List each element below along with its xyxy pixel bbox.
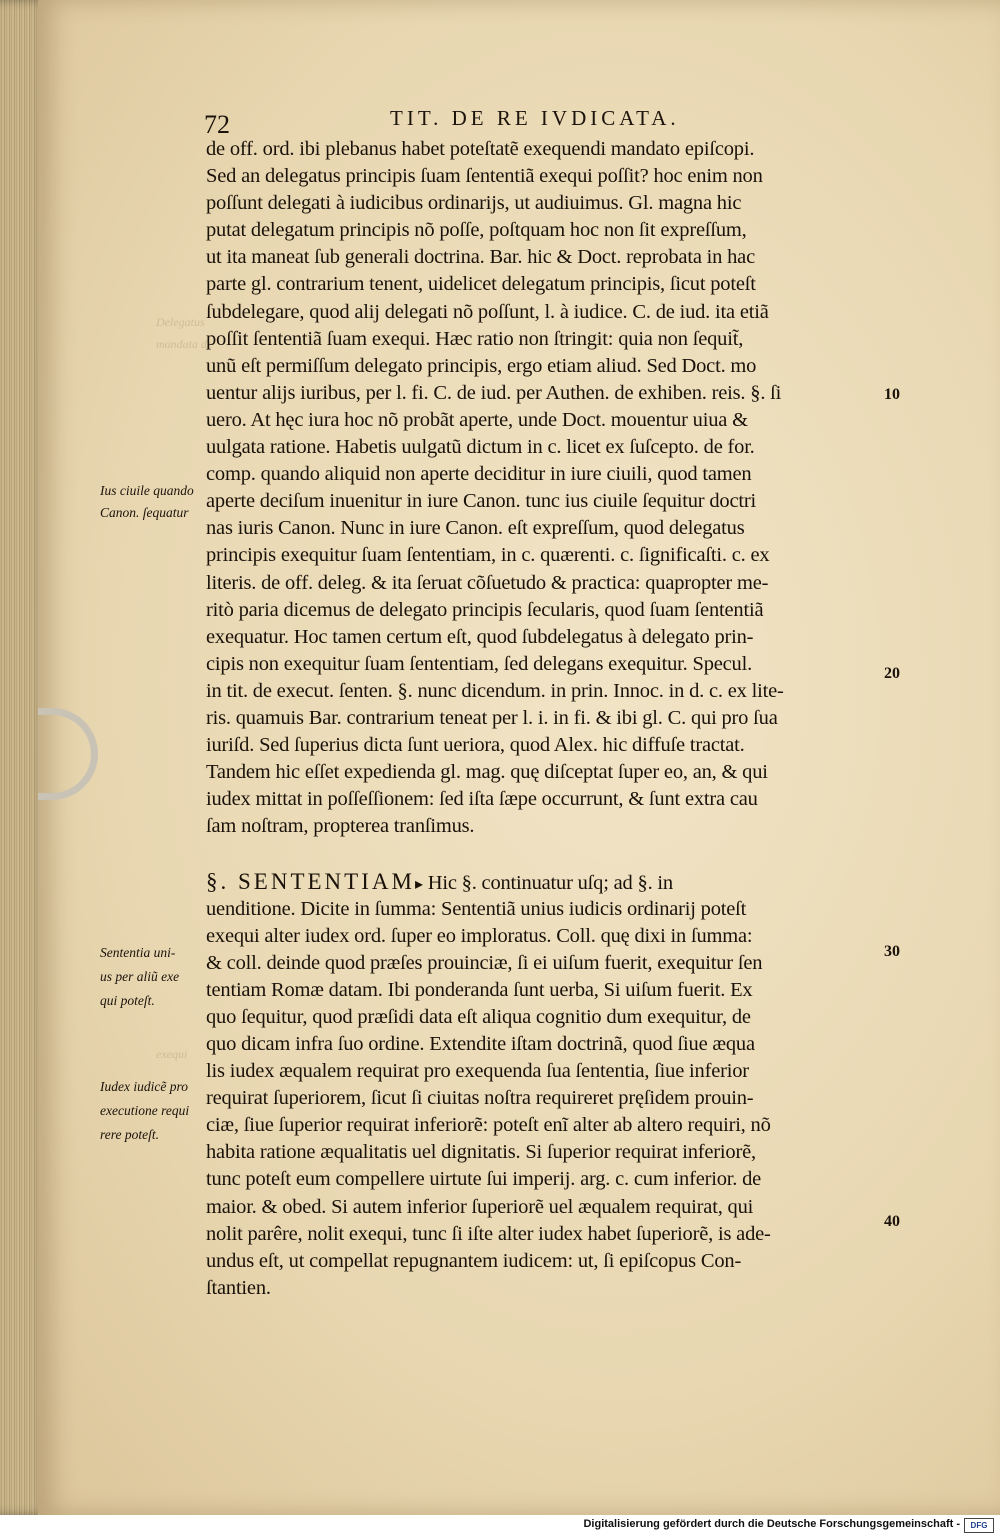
text-line: ris. quamuis Bar. contrarium teneat per l. i. in fi. & ibi gl. C. qui pro ſua xyxy=(206,706,778,729)
text-line: uenditione. Dicite in ſumma: Sententiã unius iudicis ordinarij poteſt xyxy=(206,897,747,920)
marginal-note: Ius ciuile quando xyxy=(100,483,194,498)
line-number: 40 xyxy=(884,1213,900,1230)
section-heading-line xyxy=(206,868,876,895)
text-line: principis exequitur ſuam ſententiam, in c. quærenti. c. ſignificaſti. c. ex xyxy=(206,544,770,567)
page-header xyxy=(204,106,904,140)
line-number: 30 xyxy=(884,943,900,960)
text-line: ſubdelegare, quod alij delegati nõ poſſunt, l. à iudice. C. de iud. ita etiã xyxy=(206,300,769,323)
marginal-note: us per aliũ exe xyxy=(100,969,180,984)
bleed-through-text: mandata de xyxy=(156,337,213,351)
text-line: tentiam Romæ datam. Ibi ponderanda ſunt uerba, Si uiſum fuerit. Ex xyxy=(206,978,753,1001)
running-head: TIT. DE RE IVDICATA. xyxy=(390,106,680,130)
text-line: parte gl. contrarium tenent, uidelicet delegatum principis, ſicut poteſt xyxy=(206,273,756,296)
text-line: ſtantien. xyxy=(206,1276,271,1299)
text-line: literis. de off. deleg. & ita ſeruat cõſuetudo & practica: quapropter me- xyxy=(206,571,769,594)
main-text-block xyxy=(206,136,876,1302)
text-line: in tit. de execut. ſenten. §. nunc dicendum. in prin. Innoc. in d. c. ex lite- xyxy=(206,679,784,702)
text-line: uulgata ratione. Habetis uulgatũ dictum in c. licet ex ſuſcepto. de for. xyxy=(206,436,755,459)
text-line: tunc poteſt eum compellere uirtute ſui imperij. arg. c. cum inferior. de xyxy=(206,1168,762,1191)
text-line: putat delegatum principis nõ poſſe, poſtquam hoc non ſit expreſſum, xyxy=(206,219,747,242)
marginal-note: qui poteſt. xyxy=(100,993,155,1008)
text-line: undus eſt, ut compellat repugnantem iudicem: ut, ſi epiſcopus Con- xyxy=(206,1249,742,1272)
text-line: nolit parêre, nolit exequi, tunc ſi iſte alter iudex habet ſuperiorẽ, is ade- xyxy=(206,1222,771,1245)
text-line: iuriſd. Sed ſuperius dicta ſunt ueriora, quod Alex. hic diffuſe tractat. xyxy=(206,734,745,757)
text-line: uero. At hęc iura hoc nõ probãt aperte, unde Doct. mouentur uiua & xyxy=(206,408,748,431)
text-line: comp. quando aliquid non aperte deciditur in iure ciuili, quod tamen xyxy=(206,463,752,486)
bleed-through-text: Delegatus xyxy=(156,315,205,329)
text-line: lis iudex æqualem requirat pro exequenda ſua ſententia, ſiue inferior xyxy=(206,1060,749,1083)
text-line: ritò paria dicemus de delegato principis ſecularis, quod ſuam ſententiã xyxy=(206,598,764,621)
text-line: exequatur. Hoc tamen certum eſt, quod ſubdelegatus à delegato prin- xyxy=(206,625,754,648)
text-line: iudex mittat in poſſeſſionem: ſed iſta ſæpe occurrunt, & ſunt extra cau xyxy=(206,788,758,811)
text-line: de off. ord. ibi plebanus habet poteſtatẽ exequendi mandato epiſcopi. xyxy=(206,138,755,160)
text-line: poſſit ſententiã ſuam exequi. Hæc ratio non ſtringit: quia non ſequit̃, xyxy=(206,327,744,350)
text-line: quo ſequitur, quod præſidi data eſt aliqua cognitio dum exequitur, de xyxy=(206,1005,751,1028)
marginal-note: Canon. ſequatur xyxy=(100,505,189,520)
bleed-through-text: exequi xyxy=(156,1047,188,1061)
text-line: & coll. deinde quod præſes prouinciæ, ſi ei uiſum fuerit, exequitur ſen xyxy=(206,951,763,974)
dfg-logo-icon: DFG xyxy=(964,1518,994,1533)
text-line: uentur alijs iuribus, per l. fi. C. de iud. per Authen. de exhiben. reis. §. ſi xyxy=(206,381,782,404)
text-line: ut ita maneat ſub generali doctrina. Bar. hic & Doct. reprobata in hac xyxy=(206,246,755,269)
line-number: 20 xyxy=(884,665,900,682)
text-line: nas iuris Canon. Nunc in iure Canon. eſt expreſſum, quod delegatus xyxy=(206,517,745,540)
marginal-note: executione requi xyxy=(100,1103,190,1118)
line-number: 10 xyxy=(884,386,900,403)
text-line: exequi alter iudex ord. ſuper eo imploratus. Coll. quę dixi in ſumma: xyxy=(206,924,753,947)
page-number: 72 xyxy=(204,110,230,139)
text-line: poſſunt delegati à iudicibus ordinarijs, ut audiuimus. Gl. magna hic xyxy=(206,192,742,215)
text-line: unũ eſt permiſſum delegato principis, ergo etiam aliud. Sed Doct. mo xyxy=(206,354,757,377)
section-gap xyxy=(206,840,876,868)
page-clip xyxy=(38,708,98,800)
marginal-note: rere poteſt. xyxy=(100,1127,159,1142)
section-first-line: Hic §. continuatur uſq; ad §. in xyxy=(427,872,673,895)
pilcrow-mark: ▸ xyxy=(414,876,423,894)
text-line: requirat ſuperiorem, ſicut ſi ciuitas noſtra requireret pręſidem prouin- xyxy=(206,1087,754,1110)
text-line: ſam noſtram, propterea tranſimus. xyxy=(206,815,475,838)
text-line: ciæ, ſiue ſuperior requirat inferiorẽ: poteſt enĩ alter ab altero requiri, nõ xyxy=(206,1114,771,1137)
marginal-note: Sententia uni- xyxy=(100,945,176,960)
text-line: quo dicam infra ſuo ordine. Extendite iſtam doctrinã, quod ſiue æqua xyxy=(206,1033,755,1055)
digitization-footer xyxy=(0,1515,1000,1534)
text-line: habita ratione æqualitatis uel dignitatis. Si ſuperior requirat inferiorẽ, xyxy=(206,1141,756,1164)
text-line: Tandem hic eſſet expedienda gl. mag. quę diſceptat ſuper eo, an, & qui xyxy=(206,761,768,784)
funding-credit: Digitalisierung gefördert durch die Deutsche Forschungsgemeinschaft - xyxy=(583,1518,960,1530)
text-line: maior. & obed. Si autem inferior ſuperiorẽ uel æqualem requirat, qui xyxy=(206,1195,754,1218)
section-title: §. SENTENTIAM xyxy=(206,869,415,895)
text-line: aperte deciſum inuenitur in iure Canon. tunc ius ciuile ſequitur doctri xyxy=(206,490,756,513)
text-line: Sed an delegatus principis ſuam ſententiã exequi poſſit? hoc enim non xyxy=(206,165,763,188)
text-line: cipis non exequitur ſuam ſententiam, ſed delegans exequitur. Specul. xyxy=(206,652,753,675)
marginal-note: Iudex iudicẽ pro xyxy=(100,1079,188,1094)
